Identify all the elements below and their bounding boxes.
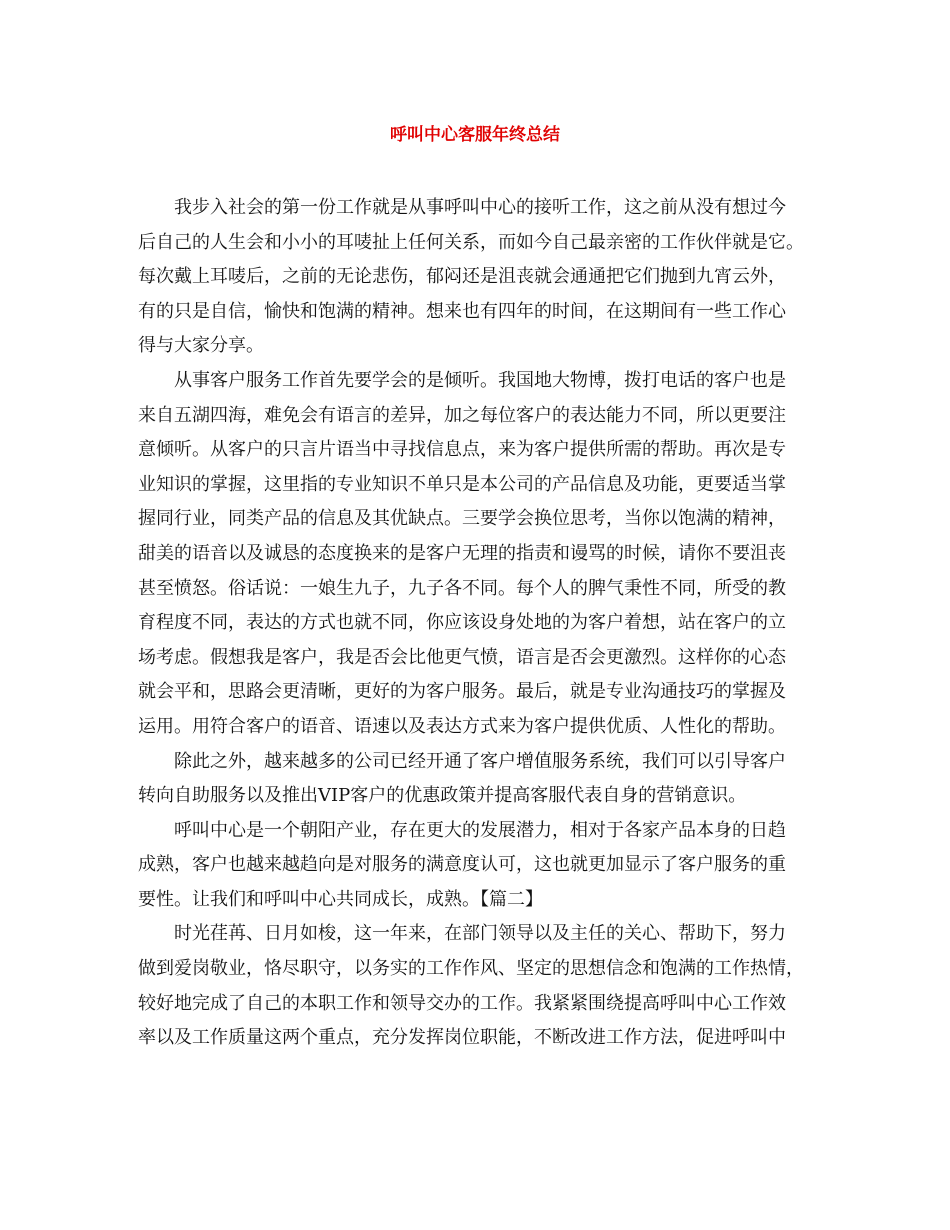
paragraph-line: 有的只是自信，愉快和饱满的精神。想来也有四年的时间，在这期间有一些工作心 [138,300,786,322]
paragraph-line: 甜美的语音以及诚恳的态度换来的是客户无理的指责和谩骂的时候，请你不要沮丧 [138,542,786,564]
paragraph-first-line: 从事客户服务工作首先要学会的是倾听。我国地大物博，拨打电话的客户也是 [174,369,786,391]
paragraph-first-line: 除此之外，越来越多的公司已经开通了客户增值服务系统，我们可以引导客户 [174,750,786,772]
paragraph-line: 率以及工作质量这两个重点，充分发挥岗位职能，不断改进工作方法，促进呼叫中 [138,1027,786,1049]
document-title: 呼叫中心客服年终总结 [390,125,560,145]
paragraph-line: 做到爱岗敬业，恪尽职守，以务实的工作作风、坚定的思想信念和饱满的工作热情， [138,958,804,980]
paragraph-line: 来自五湖四海，难免会有语言的差异，加之每位客户的表达能力不同，所以更要注 [138,404,786,426]
paragraph-line: 握同行业，同类产品的信息及其优缺点。三要学会换位思考，当你以饱满的精神， [138,508,786,530]
paragraph-line: 得与大家分享。 [138,335,264,357]
paragraph-first-line: 我步入社会的第一份工作就是从事呼叫中心的接听工作，这之前从没有想过今 [174,197,786,218]
paragraph-line: 成熟，客户也越来越趋向是对服务的满意度认可，这也就更加显示了客户服务的重 [138,854,786,876]
paragraph-first-line: 时光荏苒、日月如梭，这一年来，在部门领导以及主任的关心、帮助下，努力 [174,923,786,945]
paragraph-line: 业知识的掌握，这里指的专业知识不单只是本公司的产品信息及功能，更要适当掌 [138,473,786,495]
paragraph-line: 较好地完成了自己的本职工作和领导交办的工作。我紧紧围绕提高呼叫中心工作效 [138,992,786,1014]
paragraph-line: 转向自助服务以及推出VIP客户的优惠政策并提高客服代表自身的营销意识。 [138,785,747,807]
paragraph-line: 意倾听。从客户的只言片语当中寻找信息点，来为客户提供所需的帮助。再次是专 [138,439,786,461]
paragraph-line: 育程度不同，表达的方式也就不同，你应该设身处地的为客户着想，站在客户的立 [138,612,786,634]
paragraph-line: 每次戴上耳唛后，之前的无论悲伤，郁闷还是沮丧就会通通把它们抛到九宵云外， [138,266,786,288]
paragraph-line: 甚至愤怒。俗话说：一娘生九子，九子各不同。每个人的脾气秉性不同，所受的教 [138,577,786,599]
paragraph-line: 场考虑。假想我是客户，我是否会比他更气愤，语言是否会更激烈。这样你的心态 [138,646,786,668]
paragraph-line: 要性。让我们和呼叫中心共同成长，成熟。【篇二】 [138,888,543,910]
paragraph-first-line: 呼叫中心是一个朝阳产业，存在更大的发展潜力，相对于各家产品本身的日趋 [174,819,786,841]
paragraph-line: 就会平和，思路会更清晰，更好的为客户服务。最后，就是专业沟通技巧的掌握及 [138,681,786,703]
paragraph-line: 后自己的人生会和小小的耳唛扯上任何关系，而如今自己最亲密的工作伙伴就是它。 [138,231,804,253]
document-body [138,191,838,1056]
paragraph-line: 运用。用符合客户的语音、语速以及表达方式来为客户提供优质、人性化的帮助。 [138,715,786,737]
